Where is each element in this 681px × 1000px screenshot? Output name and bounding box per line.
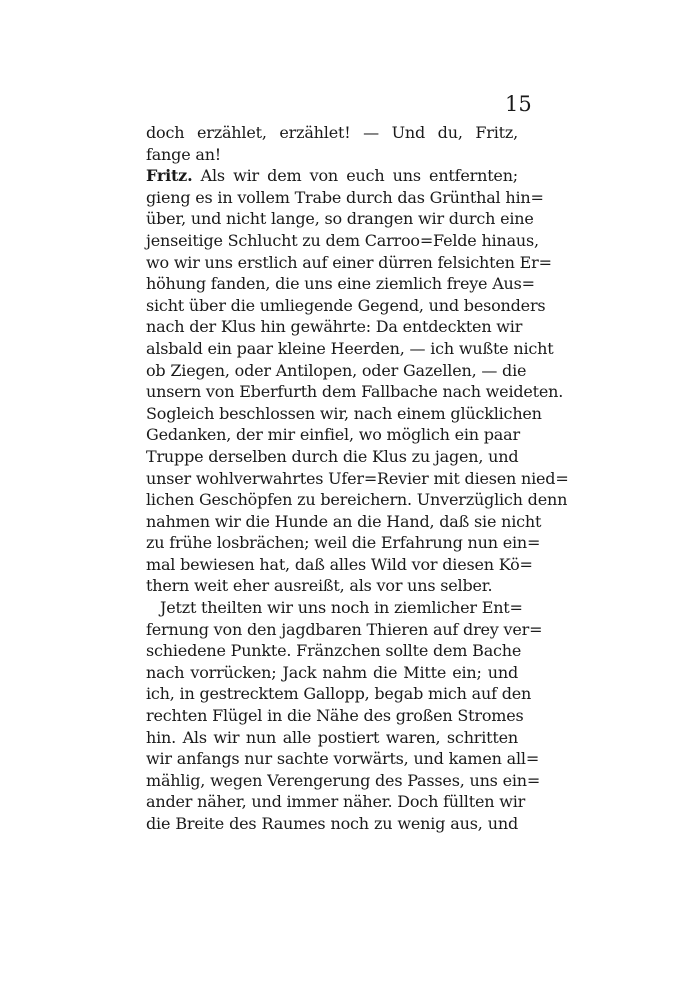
text-line bbox=[146, 770, 541, 792]
text-line bbox=[146, 532, 541, 554]
text-line bbox=[146, 619, 543, 641]
line-text: zu frühe losbrächen; weil die Erfahrung nun ein= bbox=[146, 533, 541, 553]
line-text: Als wir dem von euch uns entfernten; bbox=[192, 166, 518, 186]
text-line bbox=[146, 662, 518, 684]
line-text: die Breite des Raumes noch zu wenig aus, und bbox=[146, 814, 518, 833]
line-text: unser wohlverwahrtes Ufer=Revier mit diesen nied= bbox=[146, 468, 569, 488]
line-text: lichen Geschöpfen zu bereichern. Unverzüglich denn bbox=[146, 490, 568, 510]
text-line bbox=[146, 446, 518, 468]
text-line bbox=[146, 360, 527, 382]
line-text: rechten Flügel in die Nähe des großen Stromes bbox=[146, 706, 524, 726]
text-line bbox=[146, 403, 542, 425]
text-line bbox=[146, 468, 569, 490]
text-line bbox=[146, 424, 518, 446]
line-text: Truppe derselben durch die Klus zu jagen, und bbox=[146, 446, 519, 466]
speaker-name: Fritz. bbox=[146, 166, 193, 186]
line-text: ander näher, und immer näher. Doch füllten wir bbox=[146, 792, 526, 812]
line-text: sicht über die umliegende Gegend, und besonders bbox=[146, 295, 546, 315]
text-line bbox=[146, 791, 526, 813]
line-text: fernung von den jagdbaren Thieren auf drey ver= bbox=[146, 619, 543, 639]
text-line bbox=[146, 381, 564, 403]
text-line bbox=[146, 554, 533, 576]
line-text: gieng es in vollem Trabe durch das Grünthal hin= bbox=[146, 187, 544, 207]
text-line bbox=[146, 230, 539, 252]
text-line bbox=[146, 511, 542, 533]
text-line bbox=[146, 144, 518, 166]
line-text: alsbald ein paar kleine Heerden, — ich wußte nicht bbox=[146, 338, 554, 358]
page-number: 15 bbox=[505, 92, 532, 116]
text-line bbox=[146, 252, 552, 274]
text-line bbox=[146, 165, 518, 187]
line-text: Jetzt theilten wir uns noch in ziemlicher Ent= bbox=[160, 598, 523, 618]
line-text: Gedanken, der mir einfiel, wo möglich ein paar bbox=[146, 425, 520, 445]
text-line bbox=[146, 813, 518, 835]
text-line bbox=[146, 187, 544, 209]
line-text: ich, in gestrecktem Gallopp, begab mich auf den bbox=[146, 684, 532, 704]
text-line bbox=[146, 705, 524, 727]
text-line bbox=[146, 597, 523, 619]
line-text: nach vorrücken; Jack nahm die Mitte ein; und bbox=[146, 662, 518, 682]
text-line bbox=[146, 640, 522, 662]
line-text: ob Ziegen, oder Antilopen, oder Gazellen, — die bbox=[146, 360, 527, 380]
text-line bbox=[146, 122, 518, 144]
line-text: hin. Als wir nun alle postiert waren, schritten bbox=[146, 727, 518, 747]
line-text: wo wir uns erstlich auf einer dürren felsichten Er= bbox=[146, 252, 552, 272]
body-text bbox=[146, 122, 569, 835]
text-line bbox=[146, 338, 554, 360]
line-text: nach der Klus hin gewährte: Da entdeckten wir bbox=[146, 317, 523, 337]
line-text: jenseitige Schlucht zu dem Carroo=Felde hinaus, bbox=[146, 230, 539, 250]
text-line bbox=[146, 683, 532, 705]
text-line bbox=[146, 727, 518, 749]
line-text: höhung fanden, die uns eine ziemlich freye Aus= bbox=[146, 274, 535, 294]
text-line bbox=[146, 208, 534, 230]
text-line bbox=[146, 273, 535, 295]
line-text: mählig, wegen Verengerung des Passes, uns ein= bbox=[146, 770, 541, 790]
text-line bbox=[146, 748, 540, 770]
text-line bbox=[146, 489, 568, 511]
line-text: mal bewiesen hat, daß alles Wild vor diesen Kö= bbox=[146, 554, 533, 574]
line-text: doch erzählet, erzählet! — Und du, Fritz, bbox=[146, 123, 518, 142]
text-line bbox=[146, 295, 546, 317]
text-line bbox=[146, 575, 518, 597]
line-text: nahmen wir die Hunde an die Hand, daß sie nicht bbox=[146, 511, 542, 531]
line-text: unsern von Eberfurth dem Fallbache nach weideten. bbox=[146, 382, 564, 402]
line-text: über, und nicht lange, so drangen wir durch eine bbox=[146, 209, 534, 229]
line-text: wir anfangs nur sachte vorwärts, und kamen all= bbox=[146, 749, 540, 769]
line-text: fange an! bbox=[146, 144, 222, 164]
line-text: schiedene Punkte. Fränzchen sollte dem Bache bbox=[146, 641, 522, 661]
line-text: thern weit eher ausreißt, als vor uns selber. bbox=[146, 576, 493, 596]
text-line bbox=[146, 316, 523, 338]
line-text: Sogleich beschlossen wir, nach einem glücklichen bbox=[146, 403, 542, 423]
